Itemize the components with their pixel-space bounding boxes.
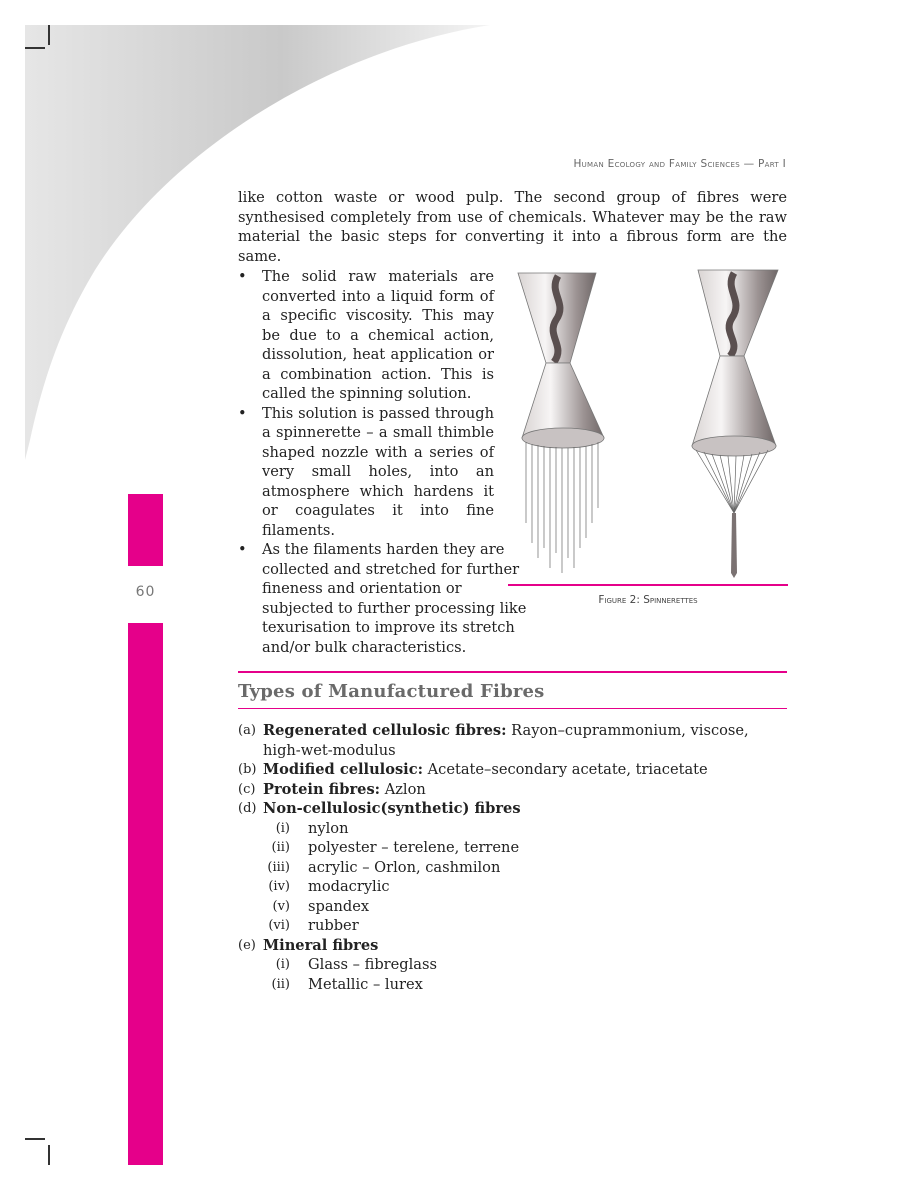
bullet-text: As the filaments harden they are collected and stretched for further fineness and orientation or subjected to further processing like texurisation to improve its stretch and/or bulk characteristics.: [262, 541, 527, 656]
sub-list-item: [238, 877, 787, 897]
sub-item-text: Glass – fibreglass: [308, 956, 437, 973]
item-title: Modified cellulosic:: [263, 761, 423, 778]
list-item: [238, 721, 787, 760]
sub-item-number: (ii): [271, 840, 290, 855]
intro-paragraph: like cotton waste or wood pulp. The second group of fibres were synthesised completely from use of chemicals. Whatever may be the raw material the basic steps for converting it into a fibrous form are the same.: [238, 189, 787, 265]
sub-list-item: [238, 897, 787, 917]
sub-list-item: [238, 975, 787, 995]
bullet-symbol: •: [238, 541, 247, 558]
item-text: Acetate–secondary acetate, triacetate: [423, 761, 708, 778]
sub-item-text: acrylic – Orlon, cashmilon: [308, 858, 501, 876]
sub-item-text: spandex: [308, 897, 370, 915]
item-title: Protein fibres:: [263, 780, 381, 798]
sub-item-text: nylon: [308, 819, 349, 837]
sub-list-item: [238, 916, 787, 936]
left-spinnerette: [518, 273, 604, 573]
sub-list-item: [238, 819, 787, 839]
sub-item-text: modacrylic: [308, 878, 390, 895]
figure-caption: Figure 2: Spinnerettes: [598, 594, 698, 606]
item-tag: (b): [238, 762, 257, 777]
process-steps-list: [238, 267, 527, 657]
item-title: Mineral fibres: [263, 936, 379, 954]
sub-list-item: [238, 858, 787, 878]
sub-item-number: (ii): [271, 976, 290, 992]
running-head: Human Ecology and Family Sciences — Part I: [573, 158, 786, 170]
sub-item-text: polyester – terelene, terrene: [308, 839, 520, 856]
bullet-symbol: •: [238, 404, 247, 422]
spinnerette-illustration: [508, 268, 788, 580]
list-item: [238, 799, 787, 819]
item-title: Non-cellulosic(synthetic) fibres: [263, 800, 521, 817]
list-item: [238, 780, 787, 800]
crop-mark-bottom-v: [48, 1145, 50, 1165]
section-rule-bottom: [238, 708, 787, 710]
sub-item-number: (i): [275, 820, 290, 836]
list-item: [238, 936, 787, 956]
crop-mark-bottom-h: [25, 1138, 45, 1140]
spinnerette-figure: [508, 268, 788, 606]
item-text: Rayon–cuprammonium, viscose, high-wet-modulus: [263, 722, 749, 759]
item-tag: (e): [238, 937, 256, 953]
bullet-text: The solid raw materials are converted into a liquid form of a specific viscosity. This may be due to a chemical action, dissolution, heat application or a combination action. This is called the spinning solution.: [262, 268, 494, 402]
list-item: [238, 760, 787, 780]
right-spinnerette: [692, 270, 778, 578]
list-item: [238, 267, 494, 404]
list-item: [238, 540, 532, 657]
sub-item-number: (iii): [267, 859, 290, 875]
section-title: Types of Manufactured Fibres: [238, 680, 545, 702]
types-section: [238, 671, 787, 994]
sub-item-number: (v): [272, 898, 290, 914]
sidebar-bar-upper: [128, 494, 163, 566]
list-item: [238, 404, 494, 541]
bullet-symbol: •: [238, 268, 247, 285]
item-title: Regenerated cellulosic fibres:: [263, 722, 507, 739]
page-number: 60: [135, 584, 156, 600]
main-content: [238, 188, 787, 657]
sub-list-item: [238, 838, 787, 858]
sidebar-bar-lower: [128, 623, 163, 1165]
item-tag: (c): [238, 781, 256, 797]
item-tag: (d): [238, 801, 257, 816]
sub-item-text: Metallic – lurex: [308, 975, 423, 993]
figure-rule: [508, 584, 788, 586]
sub-list-item: [238, 955, 787, 975]
crop-mark-top-h: [25, 47, 45, 49]
bullet-text: This solution is passed through a spinnerette – a small thimble shaped nozzle with a series of very small holes, into an atmosphere which hardens it or coagulates it into fine filaments.: [262, 404, 494, 539]
crop-mark-top-v: [48, 25, 50, 45]
sub-item-text: rubber: [308, 917, 359, 934]
sub-item-number: (iv): [268, 879, 290, 894]
item-text: Azlon: [380, 780, 426, 798]
sub-item-number: (i): [275, 957, 290, 972]
fibre-types-list: [238, 721, 787, 994]
item-tag: (a): [238, 723, 256, 738]
sub-item-number: (vi): [268, 918, 290, 933]
